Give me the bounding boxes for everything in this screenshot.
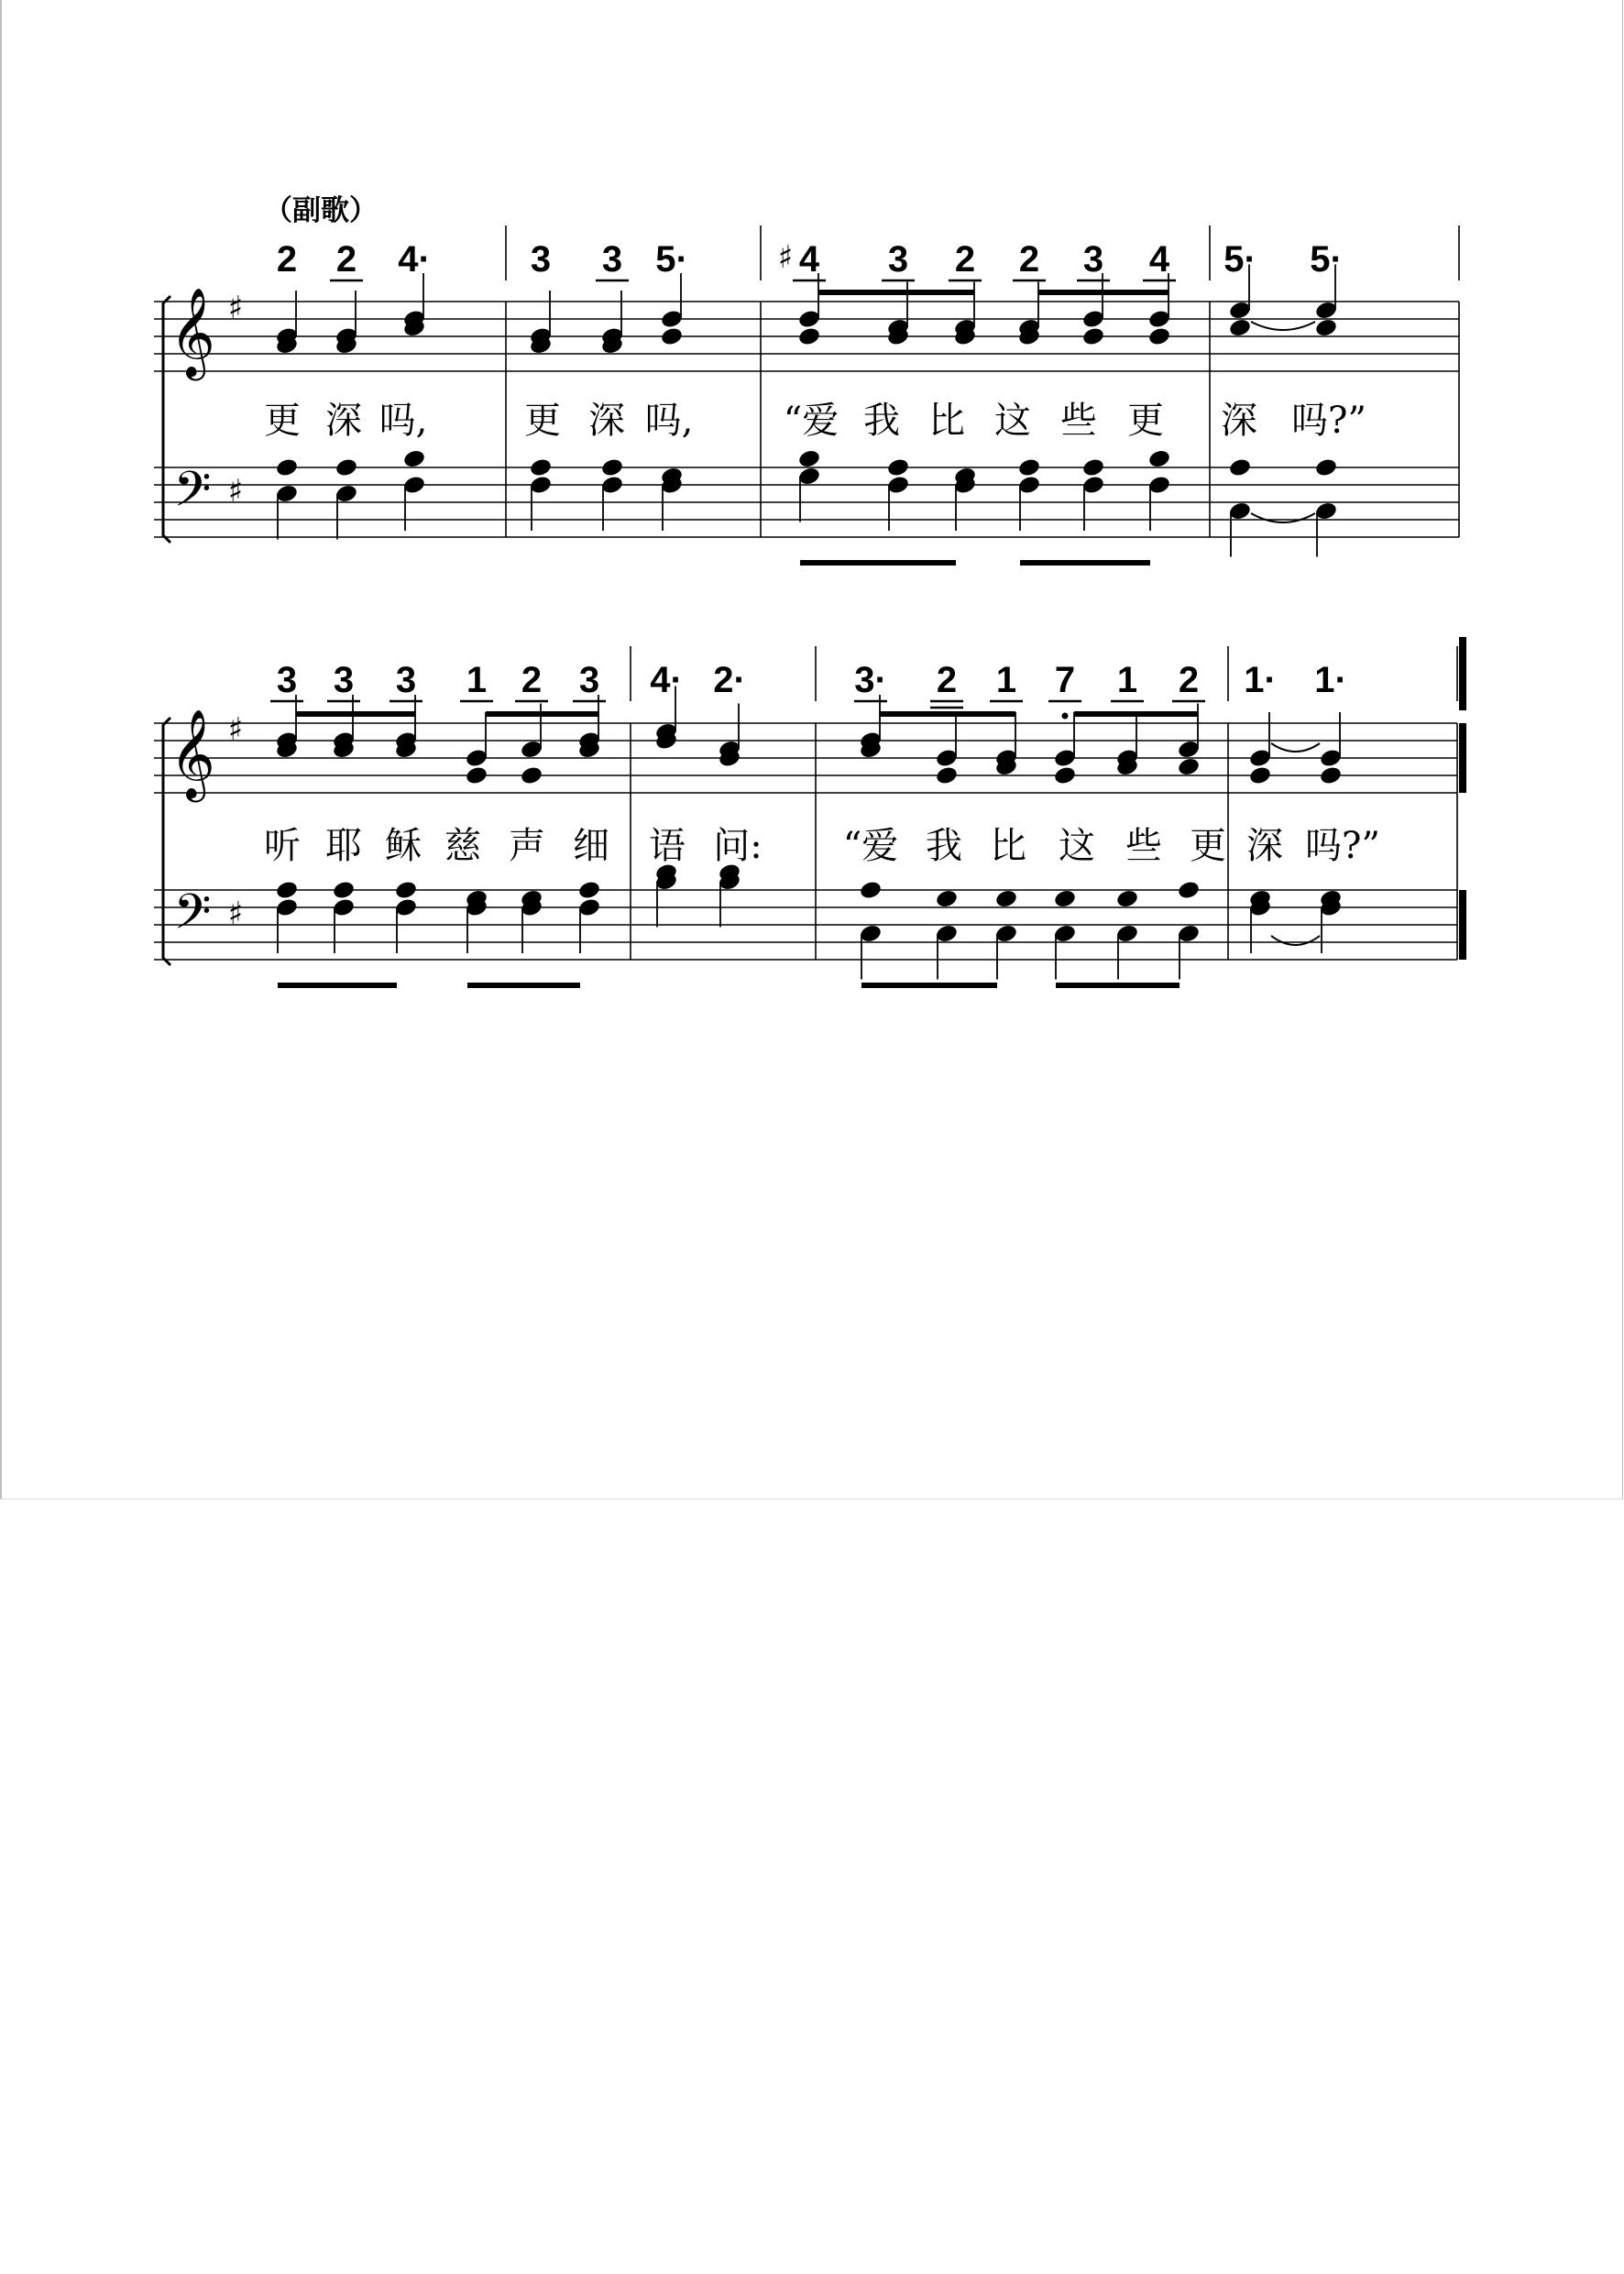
final-barline-icon [1459,637,1466,710]
sharp-key-signature-icon: ♯ [227,711,244,748]
note-head [994,888,1018,909]
note-head [275,457,299,478]
note-head [1017,457,1041,478]
note-head [1177,880,1201,901]
note-head [332,880,356,901]
note-head [520,765,543,786]
jianpu-note: 3 [333,660,355,700]
tie [1251,322,1315,330]
jianpu-note: 5· [655,239,688,280]
jianpu-note: 2 [954,239,976,280]
note-head [1053,765,1077,786]
treble-clef-icon: 𝄞 [170,287,215,377]
section-label: （副歌） [264,194,378,227]
note-head [529,457,553,478]
jianpu-note: 3· [854,660,887,700]
note-head [1319,765,1343,786]
lyric-syllable: 深 [588,400,625,442]
tie [1271,936,1320,945]
jianpu-note: 3 [276,660,298,700]
note-head [1177,756,1201,777]
jianpu-note: 3 [887,239,909,280]
tie [1271,743,1320,752]
lyric-syllable: 稣 [385,825,422,867]
jianpu-note: 4 [798,239,820,280]
jianpu-note: 1 [995,660,1017,700]
tie [1251,513,1315,522]
note-head [859,880,883,901]
lyric-syllable: “爱 [842,825,899,867]
jianpu-note: 5· [1310,239,1343,280]
jianpu-note: 2 [335,239,357,280]
bass-clef-icon: 𝄢 [173,884,212,952]
jianpu-note: 1 [1116,660,1138,700]
note-head [1228,317,1252,338]
jianpu-note: 4· [398,239,431,280]
note-head [1147,326,1171,347]
note-head [1314,457,1338,478]
note-head [465,765,488,786]
lyric-syllable: 吗, [379,400,428,442]
jianpu-note: 4 [1148,239,1170,280]
note-head [935,888,959,909]
jianpu-note: 1· [1314,660,1347,700]
lyric-syllable: 些 [1060,400,1097,442]
note-head [1081,326,1105,347]
note-head [935,765,959,786]
jianpu-note: 2 [936,660,958,700]
note-head [660,326,684,347]
sharp-key-signature-icon: ♯ [227,895,244,932]
jianpu-note: 3 [395,660,417,700]
lyric-syllable: 比 [928,400,965,442]
lyric-syllable: 我 [926,825,962,867]
lyric-syllable: 深 [325,400,362,442]
note-head [1314,317,1338,338]
sharp-accidental-icon: ♯ [777,239,794,276]
lyric-syllable: 深 [1246,825,1283,867]
lyric-syllable: 我 [863,400,900,442]
note-head [577,880,601,901]
lyric-syllable: 耶 [325,825,362,867]
note-head [402,448,426,469]
jianpu-note: 2· [713,660,746,700]
final-barline-icon [1459,723,1466,793]
jianpu-note: 3 [1082,239,1104,280]
jianpu-note: 2 [276,239,298,280]
lyric-syllable: 慈 [444,825,481,867]
sharp-key-signature-icon: ♯ [227,290,244,326]
lyric-syllable: 细 [573,825,609,867]
lyric-syllable: 深 [1221,400,1257,442]
lyric-syllable: 听 [264,825,301,867]
lyric-syllable: 些 [1125,825,1162,867]
note-head [1115,888,1139,909]
note-head [797,326,821,347]
bass-clef-icon: 𝄢 [173,462,212,530]
lyric-syllable: 这 [994,400,1031,442]
lyric-syllable: 声 [509,825,545,867]
lyric-syllable: 更 [1190,825,1226,867]
treble-clef-icon: 𝄞 [170,709,215,798]
lyric-syllable: 问: [713,825,763,867]
jianpu-note: 1 [466,660,488,700]
note-head [886,457,910,478]
jianpu-note: 4· [650,660,683,700]
jianpu-note: 3 [578,660,600,700]
lyric-syllable: 更 [524,400,561,442]
jianpu-note: 2 [1018,239,1040,280]
jianpu-note: 1· [1244,660,1277,700]
note-head [335,457,358,478]
jianpu-note: 5· [1223,239,1256,280]
jianpu-note: 2 [1178,660,1200,700]
note-head [1228,457,1252,478]
lyric-syllable: 吗?” [1291,400,1366,442]
note-head [797,448,821,469]
final-barline-icon [1459,890,1466,960]
lyric-syllable: 语 [649,825,686,867]
jianpu-note: 3 [530,239,552,280]
lyric-syllable: 这 [1059,825,1095,867]
lyric-syllable: 吗, [644,400,694,442]
note-head [394,880,418,901]
jianpu-note: 7 [1054,660,1076,700]
note-head [1248,765,1272,786]
note-head [1147,448,1171,469]
lyric-syllable: 更 [1127,400,1164,442]
note-head [275,880,299,901]
lyric-syllable: 比 [990,825,1026,867]
jianpu-low-dot [1062,713,1069,720]
lyric-syllable: “爱 [783,400,839,442]
note-head [1053,888,1077,909]
lyric-syllable: 吗?” [1305,825,1380,867]
lyric-syllable: 更 [264,400,301,442]
jianpu-note: 3 [601,239,623,280]
sharp-key-signature-icon: ♯ [227,473,244,510]
note-head [600,457,624,478]
note-head [1081,457,1105,478]
jianpu-note: 2 [521,660,543,700]
